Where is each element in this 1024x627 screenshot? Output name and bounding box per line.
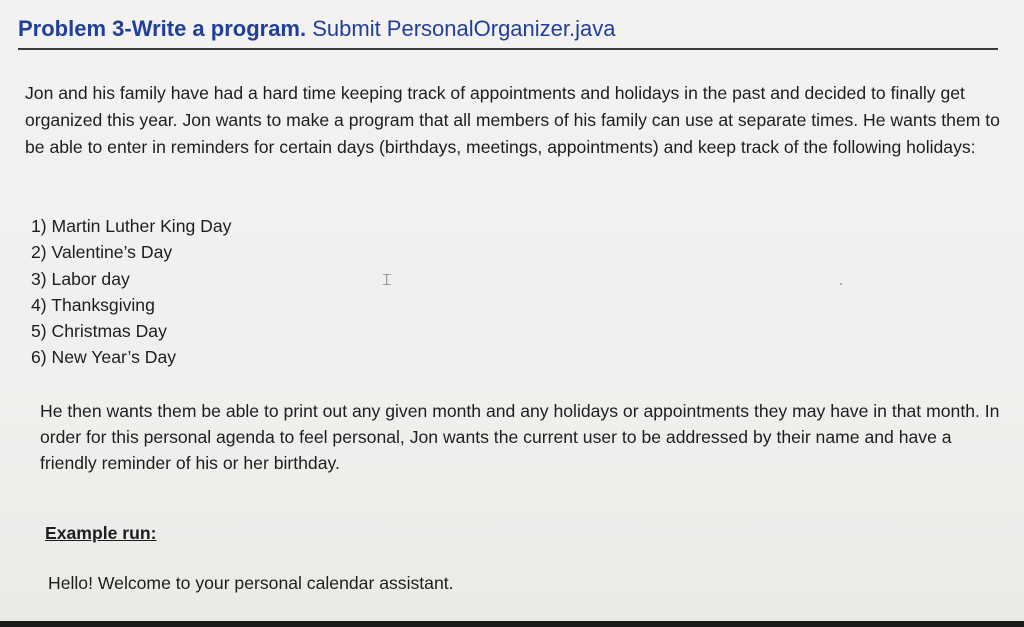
holiday-item: 2) Valentine’s Day (31, 242, 173, 263)
problem-title-bold: Problem 3-Write a program. (18, 16, 307, 41)
screen-bottom-edge (0, 621, 1024, 627)
followup-paragraph: He then wants them be able to print out any given month and any holidays or appointments they may have in that month. In order for this personal agenda to feel personal, Jon wants the current user to be addressed by their name and have a friendly reminder of his or her birthday. (40, 401, 1000, 473)
holiday-item: 5) Christmas Day (31, 321, 167, 342)
problem-title (18, 16, 615, 42)
example-run-label: Example run: (45, 523, 157, 543)
example-output-line: Hello! Welcome to your personal calendar assistant. (48, 573, 454, 593)
holiday-item: 1) Martin Luther King Day (31, 216, 232, 236)
intro-paragraph: Jon and his family have had a hard time keeping track of appointments and holidays in the past and decided to finally get organized this year. Jon wants to make a program that all members of his family can use at separate times. He wants them to be able to enter in reminders for certain days (birthdays, meetings, appointments) and keep track of the following holidays: (25, 83, 1000, 157)
holiday-item: 3) Labor day (31, 268, 130, 289)
problem-title-rest: Submit PersonalOrganizer.java (306, 16, 616, 41)
text-cursor-icon: ⌶ (382, 270, 392, 289)
holiday-item: 6) New Year’s Day (31, 347, 177, 368)
holiday-item: 4) Thanksgiving (31, 294, 155, 315)
problem-header (18, 14, 998, 50)
holiday-list (31, 213, 231, 371)
screen-speck (840, 283, 842, 285)
